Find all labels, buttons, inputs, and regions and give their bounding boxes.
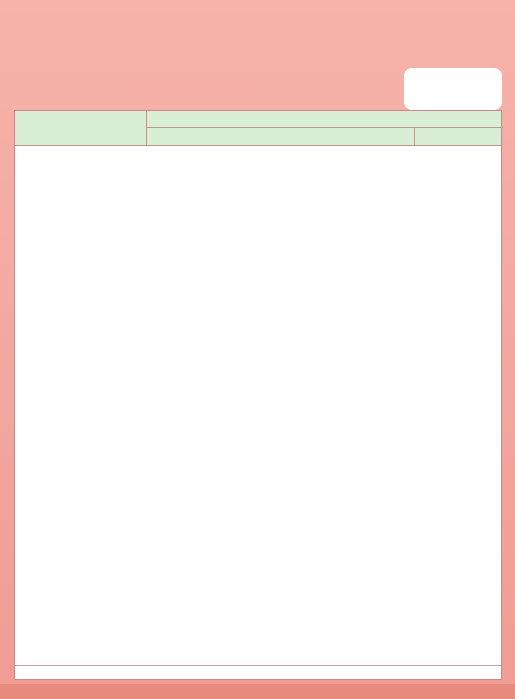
footer: [0, 684, 515, 699]
table-header: [15, 111, 501, 146]
col-dates-header: [15, 111, 147, 145]
col-recommended-header: [147, 128, 415, 145]
calendar-table: [14, 110, 502, 680]
credit: [15, 665, 501, 679]
col-works-header: [147, 111, 503, 128]
badge: [404, 68, 502, 110]
col-not-recommended-header: [415, 128, 503, 145]
